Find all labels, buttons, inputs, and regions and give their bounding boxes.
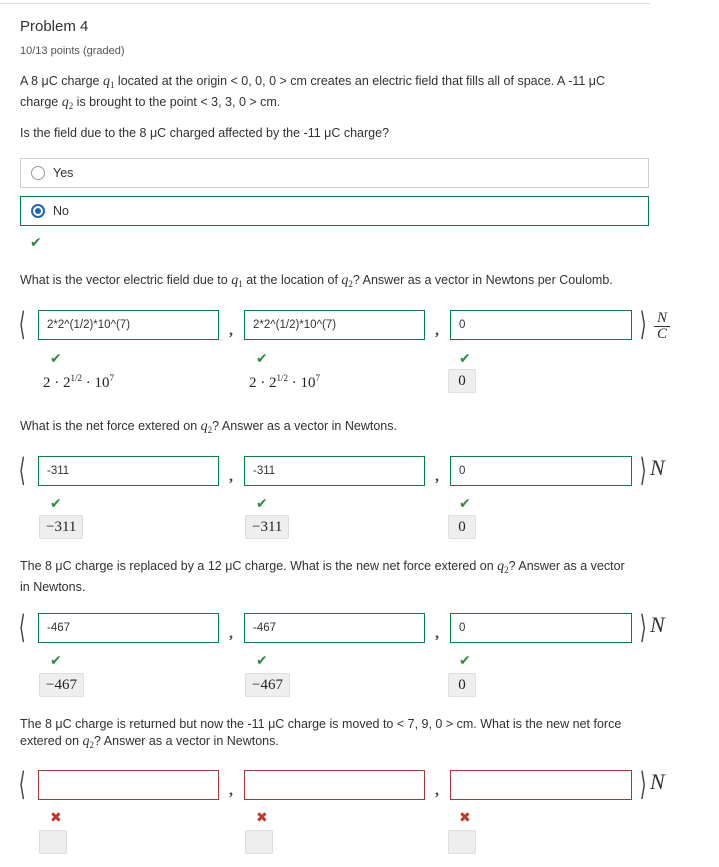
q2-prompt-a: What is the vector electric field due to — [20, 273, 232, 287]
q3-prompt-q2: $q_2$ — [200, 419, 213, 435]
q4-prompt-q2: $q_2$ — [497, 559, 509, 575]
q3-input-x[interactable]: -311 — [38, 456, 219, 486]
q1-prompt: Is the field due to the 8 μC charged affected by the -11 μC charge? — [20, 126, 390, 140]
q3-input-y[interactable]: -311 — [244, 456, 425, 486]
q5-x-preview — [39, 830, 67, 854]
q4-prompt-b: ? Answer as a vector — [508, 559, 625, 573]
q5-prompt-c: ? Answer as a vector in Newtons. — [94, 734, 279, 748]
q2-left-angle: ⟨ — [18, 306, 26, 342]
q2-right-angle: ⟩ — [639, 306, 647, 342]
q2-prompt-q2: $q_2$ — [341, 273, 353, 289]
q4-comma-1: , — [229, 625, 233, 642]
problem-title: Problem 4 — [20, 18, 89, 35]
q4-x-correct-icon: ✔ — [50, 652, 62, 668]
q3-prompt-a: What is the net force extered on — [20, 419, 201, 433]
q5-z-preview — [448, 830, 476, 854]
q2-y-preview: $2 \cdot 2^{1/2} \cdot 10^7$ — [249, 373, 321, 391]
radio-yes[interactable] — [31, 166, 45, 180]
q2-x-preview: $2 \cdot 2^{1/2} \cdot 10^7$ — [43, 373, 115, 391]
q4-input-y[interactable]: -467 — [244, 613, 425, 643]
q3-comma-1: , — [229, 468, 233, 485]
top-divider — [0, 3, 650, 4]
q5-left-angle: ⟨ — [18, 766, 26, 802]
q5-x-incorrect-icon: ✖ — [50, 809, 62, 825]
q2-input-y[interactable]: 2*2^(1/2)*10^(7) — [244, 310, 425, 340]
q5-y-incorrect-icon: ✖ — [256, 809, 268, 825]
q4-y-preview: −467 — [245, 673, 290, 697]
q3-unit-n: N — [650, 455, 665, 480]
intro-text-a: A 8 μC charge — [20, 74, 103, 88]
q3-y-preview: −311 — [245, 515, 289, 539]
q3-comma-2: , — [435, 468, 439, 485]
q4-unit-n: N — [650, 612, 665, 637]
q3-y-correct-icon: ✔ — [256, 495, 268, 511]
q3-z-correct-icon: ✔ — [459, 495, 471, 511]
q4-comma-2: , — [435, 625, 439, 642]
choice-no-label: No — [53, 204, 69, 218]
q3-x-correct-icon: ✔ — [50, 495, 62, 511]
q5-z-incorrect-icon: ✖ — [459, 809, 471, 825]
q4-input-x[interactable]: -467 — [38, 613, 219, 643]
problem-points: 10/13 points (graded) — [20, 45, 125, 57]
q2-input-z[interactable]: 0 — [450, 310, 632, 340]
q2-prompt-b: at the location of — [242, 273, 342, 287]
unit-numerator: N — [654, 311, 670, 327]
q4-x-preview: −467 — [39, 673, 84, 697]
q2-input-x[interactable]: 2*2^(1/2)*10^(7) — [38, 310, 219, 340]
q2-z-correct-icon: ✔ — [459, 350, 471, 366]
q4-y-correct-icon: ✔ — [256, 652, 268, 668]
q3-left-angle: ⟨ — [18, 452, 26, 488]
q5-input-z[interactable] — [450, 770, 632, 800]
q4-z-correct-icon: ✔ — [459, 652, 471, 668]
q2-prompt-q1: $q_1$ — [231, 273, 243, 289]
q2-z-preview: 0 — [448, 369, 476, 393]
q3-prompt — [20, 418, 640, 439]
q2-symbol: $q_2$ — [61, 95, 74, 111]
unit-denominator: C — [656, 326, 667, 342]
q5-comma-1: , — [229, 782, 233, 799]
q2-y-correct-icon: ✔ — [256, 350, 268, 366]
radio-no[interactable] — [31, 204, 45, 218]
q2-prompt-c: ? Answer as a vector in Newtons per Coulomb. — [352, 273, 613, 287]
q4-left-angle: ⟨ — [18, 609, 26, 645]
q5-input-y[interactable] — [244, 770, 425, 800]
q5-unit-n: N — [650, 769, 665, 794]
q4-prompt-c: in Newtons. — [20, 580, 86, 594]
q5-y-preview — [245, 830, 273, 854]
q5-comma-2: , — [435, 782, 439, 799]
q4-right-angle: ⟩ — [639, 609, 647, 645]
q3-right-angle: ⟩ — [639, 452, 647, 488]
q1-symbol: $q_1$ — [102, 74, 115, 90]
q5-prompt-b: extered on — [20, 734, 83, 748]
intro-text-c: charge — [20, 95, 62, 109]
intro-text-b: located at the origin < 0, 0, 0 > cm creates an electric field that fills all of space. A -11 μC — [114, 74, 606, 88]
problem-intro — [20, 73, 640, 115]
q4-prompt — [20, 558, 640, 596]
q5-right-angle: ⟩ — [639, 766, 647, 802]
q3-prompt-b: ? Answer as a vector in Newtons. — [212, 419, 397, 433]
q3-input-z[interactable]: 0 — [450, 456, 632, 486]
choice-yes-label: Yes — [53, 166, 74, 180]
q4-z-preview: 0 — [448, 673, 476, 697]
q3-z-preview: 0 — [448, 515, 476, 539]
intro-text-d: is brought to the point < 3, 3, 0 > cm. — [73, 95, 281, 109]
q4-input-z[interactable]: 0 — [450, 613, 632, 643]
q2-unit-n-per-c — [654, 311, 670, 342]
q5-prompt — [20, 716, 640, 754]
q5-prompt-a: The 8 μC charge is returned but now the -11 μC charge is moved to < 7, 9, 0 > cm. What is the new net force — [20, 717, 622, 731]
choice-yes[interactable] — [20, 158, 649, 188]
q2-x-correct-icon: ✔ — [50, 350, 62, 366]
q5-prompt-q2: $q_2$ — [82, 734, 95, 750]
q3-x-preview: −311 — [39, 515, 83, 539]
q2-comma-1: , — [229, 322, 233, 339]
q2-comma-2: , — [435, 322, 439, 339]
q2-prompt — [20, 272, 640, 293]
choice-no[interactable] — [20, 196, 649, 226]
q4-prompt-a: The 8 μC charge is replaced by a 12 μC charge. What is the new net force extered on — [20, 559, 498, 573]
q5-input-x[interactable] — [38, 770, 219, 800]
q1-correct-icon: ✔ — [30, 234, 42, 250]
